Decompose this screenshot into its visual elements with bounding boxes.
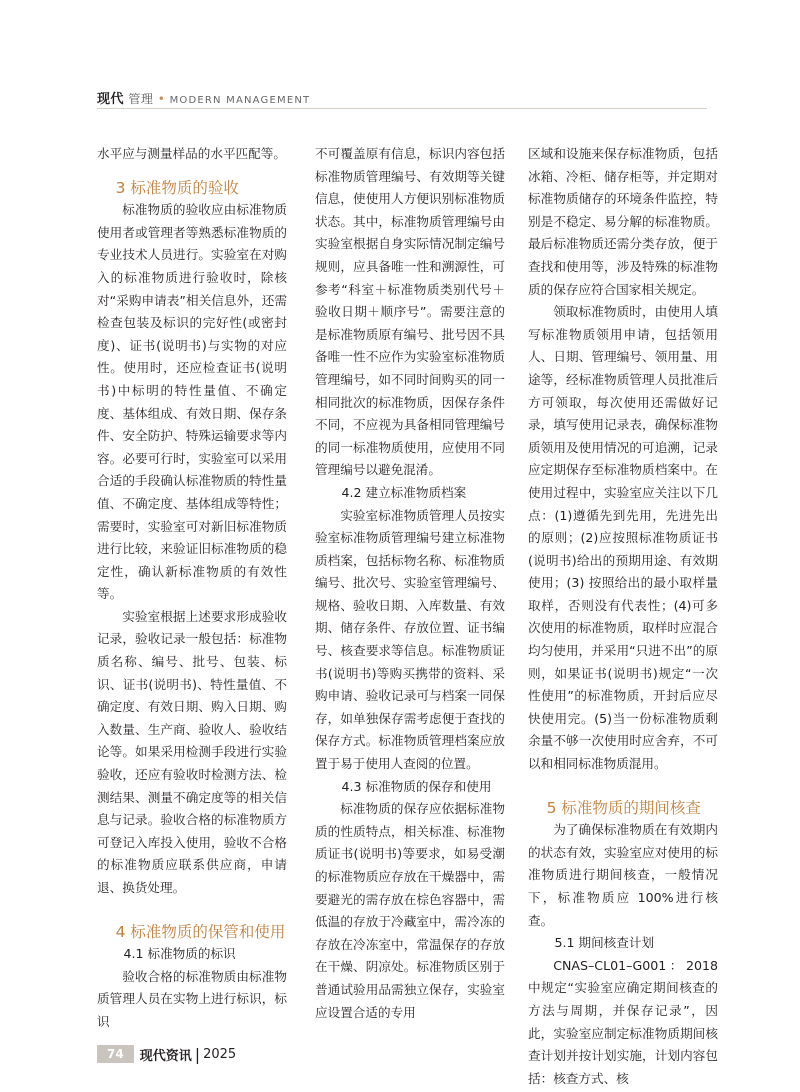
header-separator: • [157,92,166,106]
header-title-en: MODERN MANAGEMENT [169,95,311,106]
paragraph: 标准物质的验收应由标准物质使用者或管理者等熟悉标准物质的专业技术人员进行。实验室在对购入的标准物质进行验收时，除核对“采购申请表”相关信息外，还需检查包装及标识的完好性(或密封度)、证书(说明书)与实物的对应性。使用时，还应检查证书(说明书)中标明的特性量值、不确定度、基体组成、有效日期、保存条件、安全防护、特殊运输要求等内容。必要可行时，实验室可以采用合适的手段确认标准物质的特性量值、不确定度、基体组成等特性；需要时，实验室可对新旧标准物质进行比较，来验证旧标准物质的稳定性，确认新标准物质的有效性等。 [97,202,287,602]
paragraph: 实验室根据上述要求形成验收记录，验收记录一般包括：标准物质名称、编号、批号、包装、标识、证书(说明书)、特性量值、不确定度、有效日期、购入日期、购入数量、生产商、验收人、验收结论等。如果采用检测手段进行实验验收，还应有验收时检测方法、检测结果、测量不确定度等的相关信息与记录。验收合格的标准物质方可登记入库投入使用，验收不合格的标准物质应联系供应商，申请退、换货处理。 [97,608,287,895]
subsection-heading-4-1: 4.1 标准物质的标识 [123,946,236,962]
header-title-cn: 现代 [97,92,125,107]
footer-separator: | [194,1044,201,1064]
header-title-cn2: 管理 [128,92,154,106]
paragraph: 水平应与测量样品的水平匹配等。 [97,146,286,161]
page-number: 74 [97,1045,134,1063]
magazine-name: 现代资讯 [139,1048,192,1064]
section-heading-5: 5 标准物质的期间核查 [546,798,701,817]
issue-year: 2025 [203,1046,237,1062]
column-1 [97,143,287,1034]
paragraph: 区域和设施来保存标准物质，包括冰箱、冷柜、储存柜等，并定期对标准物质储存的环境条件监控，特别是不稳定、易分解的标准物质。最后标准物质还需分类存放，便于查找和使用等，涉及特殊的标准物质的保存应符合国家相关规定。 [528,146,718,297]
paragraph: CNAS–CL01–G001：2018 中规定“实验室应确定期间核查的方法与周期，并保存记录”，因此，实验室应制定标准物质期间核查计划并按计划实施，计划内容包括：核查方式、核 [528,957,718,1086]
paragraph: 验收合格的标准物质由标准物质管理人员在实物上进行标识，标识 [97,968,287,1029]
subsection-heading-4-2: 4.2 建立标准物质档案 [341,484,467,500]
subsection-heading-5-1: 5.1 期间核查计划 [554,935,655,951]
paragraph: 领取标准物质时，由使用人填写标准物质领用申请，包括领用人、日期、管理编号、领用量、用途等，经标准物质管理人员批准后方可领取，每次使用还需做好记录，填写使用记录表，确保标准物质领用及使用情况的可追溯，记录应定期保存至标准物质档案中。在使用过程中，实验室应关注以下几点：(1)遵循先到先用，先进先出的原则；(2)应按照标准物质证书(说明书)给出的预期用途、有效期使用；(3) 按照给出的最小取样量取样，否则没有代表性；(4)可多次使用的标准物质，取样时应混合均匀使用，并采用“只进不出”的原则，如果证书(说明书)规定“一次性使用”的标准物质，开封后应尽快使用完。(5)当一份标准物质剩余量不够一次使用时应舍弃，不可以和相同标准物质混用。 [528,304,718,772]
column-3 [528,143,718,1090]
running-header [97,88,310,107]
paragraph: 为了确保标准物质在有效期内的状态有效，实验室应对使用的标准物质进行期间核查，一般情况下，标准物质应 100%进行核查。 [528,822,718,928]
paragraph: 标准物质的保存应依据标准物质的性质特点，相关标准、标准物质证书(说明书)等要求，如易受潮的标准物质应存放在干燥器中，需要避光的需存放在棕色容器中，需低温的存放于冷藏室中，需冷冻的存放在冷冻室中，常温保存的存放在干燥、阴凉处。标准物质区别于普通试验用品需独立保存，实验室应设置合适的专用 [315,801,505,1020]
paragraph: 实验室标准物质管理人员按实验室标准物质管理编号建立标准物质档案，包括标物名称、标准物质编号、批次号、实验室管理编号、规格、验收日期、入库数量、有效期、储存条件、存放位置、证书编号、核查要求等信息。标准物质证书(说明书)等购买携带的资料、采购申请、验收记录可与档案一同保存，如单独保存需考虑便于查找的保存方式。标准物质管理档案应放置于易于使用人查阅的位置。 [315,507,505,772]
page-footer [97,1043,236,1065]
section-heading-4: 4 标准物质的保管和使用 [115,922,286,941]
section-heading-3: 3 标准物质的验收 [115,178,239,197]
header-divider [97,108,707,109]
paragraph: 不可覆盖原有信息，标识内容包括标准物质管理编号、有效期等关键信息，使使用人方便识别标准物质状态。其中，标准物质管理编号由实验室根据自身实际情况制定编号规则，应具备唯一性和溯源性，可参考“科室＋标准物质类别代号＋验收日期＋顺序号”。需要注意的是标准物质原有编号、批号因不具备唯一性不应作为实验室标准物质管理编号，如不同时间购买的同一相同批次的标准物质，因保存条件不同，不应视为具备相同管理编号的同一标准物质使用，应使用不同管理编号以避免混淆。 [315,146,505,478]
column-2 [315,143,505,1024]
subsection-heading-4-3: 4.3 标准物质的保存和使用 [341,778,492,794]
